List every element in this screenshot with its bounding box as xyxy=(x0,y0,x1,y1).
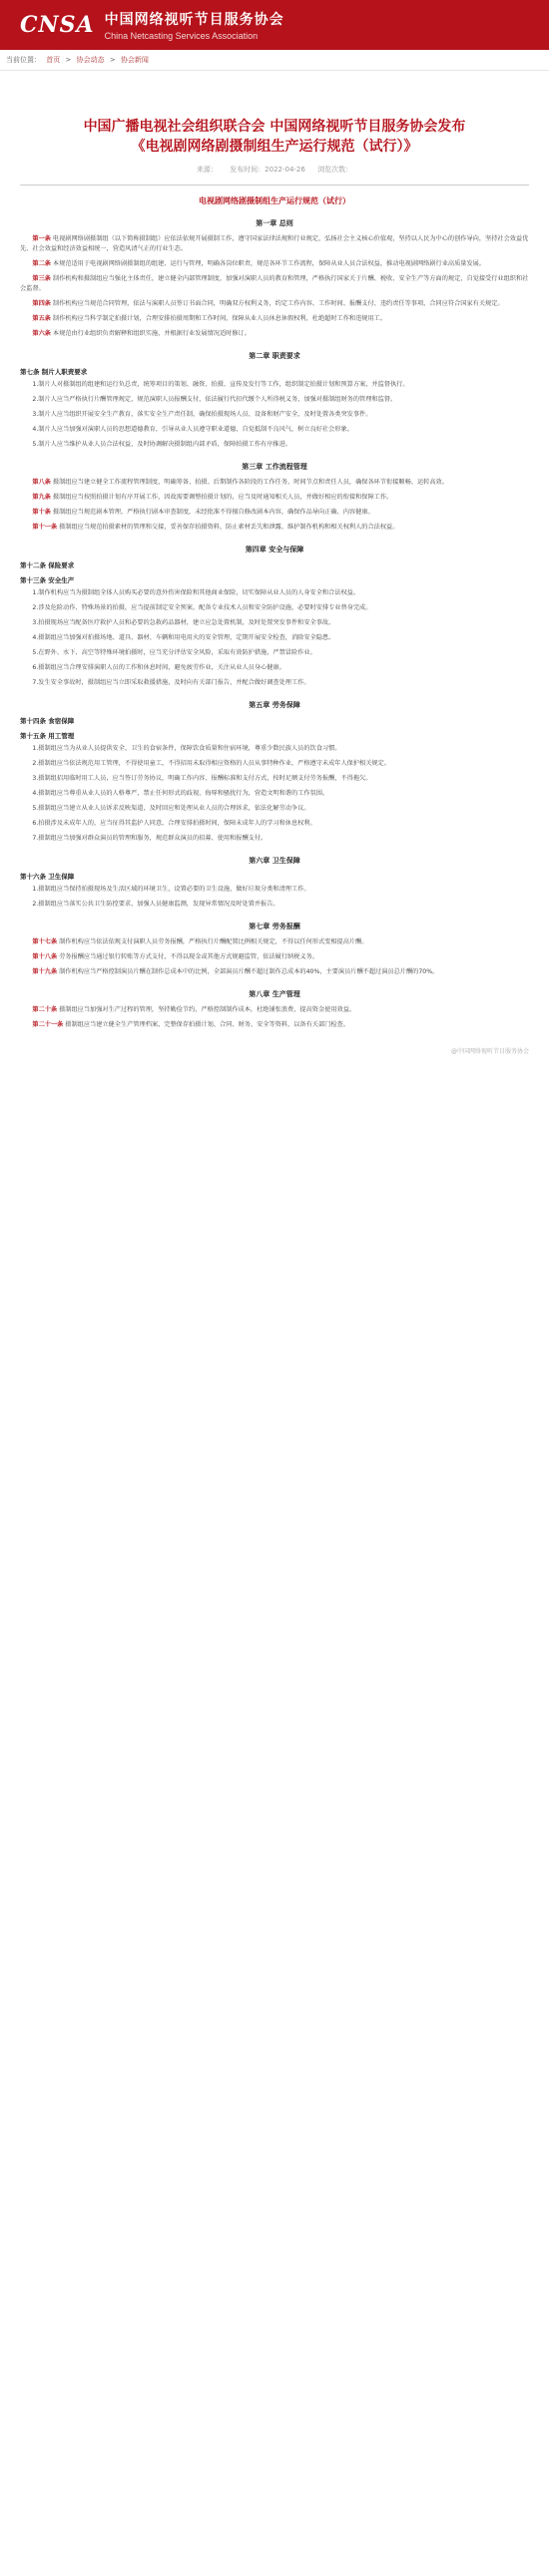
article-views: 浏览次数： xyxy=(317,166,353,174)
article-paragraph xyxy=(20,329,529,339)
article-paragraph xyxy=(20,744,529,754)
article-paragraph xyxy=(20,952,529,962)
article-paragraph-text: 摄制组应当规范剧本管理，严格执行剧本审查制度，未经批准不得擅自修改剧本内容，确保作品导向正确、内容健康。 xyxy=(52,509,374,516)
footer-watermark: @中国网络视听节目服务协会 xyxy=(450,1048,529,1055)
article-paragraph-text: 3.制片人应当组织开展安全生产教育，落实安全生产责任制，确保拍摄现场人员、设备和财产安全，及时处置各类突发事件。 xyxy=(32,411,372,418)
article-clause-number: 第五条 xyxy=(32,315,51,322)
article-paragraph-text: 5.在野外、水下、高空等特殊环境拍摄时，应当充分评估安全风险，采取有效防护措施，严禁冒险作业。 xyxy=(32,649,316,656)
chapter-heading: 第六章 卫生保障 xyxy=(249,857,300,865)
article-paragraph xyxy=(20,380,529,390)
article-paragraph xyxy=(20,1005,529,1015)
article-paragraph-text: 制作机构应当规范合同管理，依法与演职人员签订书面合同，明确双方权利义务，约定工作内容、工作时间、报酬支付、违约责任等事项，合同应符合国家有关规定。 xyxy=(52,300,504,307)
breadcrumb-home-link[interactable]: 首页 xyxy=(46,56,61,64)
article-paragraph xyxy=(20,663,529,673)
site-logo[interactable]: CNSA xyxy=(20,12,95,38)
article-body xyxy=(20,218,529,1030)
article-paragraph xyxy=(20,618,529,628)
article-paragraph-text: 本规范由行业组织负责解释和组织实施，并根据行业发展情况适时修订。 xyxy=(52,330,251,337)
breadcrumb-separator: > xyxy=(65,56,72,64)
article-paragraph-text: 4.制片人应当加强对演职人员的思想道德教育，引导从业人员遵守职业道德，自觉抵制不良风气，树立良好社会形象。 xyxy=(32,426,353,433)
article-paragraph xyxy=(20,834,529,844)
article-paragraph-text: 摄制组应当按照拍摄计划有序开展工作，因故需要调整拍摄计划的，应当及时通知相关人员，并做好相应的衔接和保障工作。 xyxy=(52,494,393,501)
chapter-heading: 第四章 安全与保障 xyxy=(245,546,304,553)
site-name-en: China Netcasting Services Association xyxy=(104,31,259,41)
article-paragraph xyxy=(20,819,529,829)
article-meta xyxy=(20,165,529,175)
article-paragraph-text: 5.摄制组应当建立从业人员诉求反映渠道，及时回应和处理从业人员的合理诉求，依法化解劳动争议。 xyxy=(32,805,310,812)
article-paragraph-text: 6.摄制组应当合理安排演职人员的工作和休息时间，避免疲劳作业，关注从业人员身心健康。 xyxy=(32,664,285,671)
article-paragraph xyxy=(20,493,529,503)
article-paragraph-text: 5.制片人应当维护从业人员合法权益，及时协调解决摄制组内部矛盾，保障拍摄工作有序推进。 xyxy=(32,441,291,448)
article-paragraph-text: 3.摄制组招用临时用工人员，应当签订劳务协议，明确工作内容、报酬标准和支付方式，按时足额支付劳务报酬，不得拖欠。 xyxy=(32,775,372,782)
article-paragraph-text: 3.拍摄现场应当配备医疗救护人员和必要的急救药品器材，建立应急处置机制，及时处置突发事件和安全事故。 xyxy=(32,619,335,626)
site-name-cn: 中国网络视听节目服务协会 xyxy=(104,12,284,28)
article-paragraph xyxy=(20,678,529,688)
article-paragraph-text: 制作机构应当依法依规支付演职人员劳务报酬，严格执行片酬配置比例相关规定，不得以任何形式变相提高片酬。 xyxy=(59,938,368,945)
article-clause-number: 第三条 xyxy=(32,275,51,282)
article-paragraph xyxy=(20,523,529,533)
article xyxy=(0,117,549,1055)
article-divider xyxy=(20,184,529,185)
article-paragraph xyxy=(20,425,529,435)
article-paragraph-text: 2.摄制组应当落实公共卫生防控要求，加强人员健康监测，发现异常情况及时处置并报告。 xyxy=(32,901,279,908)
article-paragraph xyxy=(20,759,529,769)
article-paragraph xyxy=(20,774,529,784)
article-clause-number: 第二十一条 xyxy=(32,1021,64,1028)
article-clause-number: 第十条 xyxy=(32,509,51,516)
article-clause-number: 第二十条 xyxy=(32,1006,58,1013)
article-clause-number: 第十七条 xyxy=(32,938,58,945)
article-paragraph xyxy=(20,395,529,405)
section-heading: 第十六条 卫生保障 xyxy=(20,873,75,881)
article-paragraph-text: 劳务报酬应当通过银行转账等方式支付，不得以现金或其他方式规避监管，依法履行纳税义务。 xyxy=(59,953,318,960)
article-paragraph-text: 4.摄制组应当尊重从业人员的人格尊严，禁止任何形式的歧视、侮辱和骚扰行为，营造文明和谐的工作氛围。 xyxy=(32,790,329,797)
article-paragraph xyxy=(20,648,529,658)
article-clause-number: 第十八条 xyxy=(32,953,58,960)
article-paragraph-text: 电视剧网络剧摄制组（以下简称摄制组）应依法依规开展摄制工作，遵守国家法律法规和行业规定，弘扬社会主义核心价值观，坚持以人民为中心的创作导向，坚持社会效益优先、社会效益和经济效益相统一，营造风清气正的行业生态。 xyxy=(20,235,529,252)
chapter-heading: 第七章 劳务报酬 xyxy=(249,922,300,930)
article-paragraph xyxy=(20,1020,529,1030)
article-paragraph xyxy=(20,259,529,269)
article-paragraph-text: 7.摄制组应当加强对群众演员的管理和服务，规范群众演员的招募、使用和报酬支付。 xyxy=(32,835,268,842)
section-heading: 第十四条 食宿保障 xyxy=(20,717,75,725)
site-banner xyxy=(0,0,549,50)
article-paragraph xyxy=(20,967,529,977)
article-paragraph-text: 摄制组应当加强对生产过程的管理，坚持勤俭节约，严格控制制作成本，杜绝铺张浪费，提高资金使用效益。 xyxy=(59,1006,356,1013)
article-paragraph-text: 本规范适用于电视剧网络剧摄制组的组建、运行与管理，明确各岗位职责，规范各环节工作流程，保障从业人员合法权益，推动电视剧网络剧行业高质量发展。 xyxy=(52,260,486,267)
article-paragraph-text: 6.拍摄涉及未成年人的，应当征得其监护人同意，合理安排拍摄时间，保障未成年人的学习和休息权利。 xyxy=(32,820,316,827)
article-paragraph xyxy=(20,314,529,324)
section-heading: 第十五条 用工管理 xyxy=(20,732,75,740)
section-heading: 第十二条 保险要求 xyxy=(20,561,75,569)
article-paragraph-text: 2.制片人应当严格执行片酬管理规定，规范演职人员报酬支付，依法履行代扣代缴个人所得税义务，加强对摄制组财务的管理和监督。 xyxy=(32,396,397,403)
breadcrumb xyxy=(0,50,549,71)
article-clause-number: 第八条 xyxy=(32,479,51,486)
article-title-line1: 中国广播电视社会组织联合会 中国网络视听节目服务协会发布 xyxy=(83,119,466,135)
article-paragraph xyxy=(20,410,529,420)
article-title xyxy=(20,117,529,157)
article-clause-number: 第一条 xyxy=(32,235,51,242)
article-title-line2: 《电视剧网络剧摄制组生产运行规范（试行）》 xyxy=(131,139,418,155)
article-paragraph xyxy=(20,274,529,294)
article-paragraph xyxy=(20,603,529,613)
breadcrumb-separator: > xyxy=(109,56,116,64)
chapter-heading: 第八章 生产管理 xyxy=(249,990,300,998)
article-paragraph xyxy=(20,440,529,450)
article-paragraph-text: 7.发生安全事故时，摄制组应当立即采取救援措施，及时向有关部门报告，并配合做好调查处理工作。 xyxy=(32,679,310,686)
article-clause-number: 第十九条 xyxy=(32,968,58,975)
chapter-heading: 第一章 总则 xyxy=(256,219,293,227)
article-paragraph-text: 1.摄制组应当为从业人员提供安全、卫生的食宿条件，保障饮食质量和住宿环境，尊重少数民族人员的饮食习惯。 xyxy=(32,745,341,752)
article-paragraph xyxy=(20,804,529,814)
article-paragraph-text: 2.摄制组应当依法规范用工管理，不得使用童工，不得招用未取得相应资格的人员从事特种作业，严格遵守未成年人保护相关规定。 xyxy=(32,760,390,767)
article-paragraph-text: 1.摄制组应当保持拍摄现场及生活区域的环境卫生，设置必要的卫生设施，做好垃圾分类和清理工作。 xyxy=(32,886,310,893)
article-clause-number: 第十一条 xyxy=(32,524,58,531)
article-paragraph xyxy=(20,299,529,309)
article-paragraph-text: 1.制片人对摄制组的组建和运行负总责，统筹项目的策划、融资、拍摄、宣传及发行等工作，组织制定拍摄计划和预算方案，并监督执行。 xyxy=(32,381,409,388)
article-paragraph xyxy=(20,885,529,895)
article-source: 来源： xyxy=(196,166,218,174)
article-paragraph-text: 制作机构和摄制组应当强化主体责任，建立健全内部管理制度，加强对演职人员的教育和管理，严格执行国家关于片酬、税收、安全生产等方面的规定，自觉接受行业组织和社会监督。 xyxy=(20,275,529,292)
article-paragraph-text: 4.摄制组应当加强对拍摄场地、道具、器材、车辆和用电用火的安全管理，定期开展安全检查，消除安全隐患。 xyxy=(32,634,335,641)
article-paragraph xyxy=(20,588,529,598)
section-heading: 第七条 制片人职责要求 xyxy=(20,368,88,376)
article-paragraph-text: 制作机构应当严格控制演员片酬在制作总成本中的比例，全部演员片酬不超过制作总成本的40%，主要演员片酬不超过演员总片酬的70%。 xyxy=(59,968,439,975)
article-paragraph-text: 摄制组应当建立健全工作流程管理制度，明确筹备、拍摄、后期制作各阶段的工作任务、时间节点和责任人员，确保各环节衔接顺畅、运转高效。 xyxy=(52,479,448,486)
article-clause-number: 第九条 xyxy=(32,494,51,501)
article-paragraph xyxy=(20,478,529,488)
section-heading: 第十三条 安全生产 xyxy=(20,576,75,584)
article-paragraph-text: 摄制组应当规范拍摄素材的管理和交接，妥善保存拍摄资料，防止素材丢失和泄露，维护制作机构和相关权利人的合法权益。 xyxy=(59,524,399,531)
article-publish-time: 发布时间：2022-04-26 xyxy=(230,166,305,174)
breadcrumb-label: 当前位置： xyxy=(6,56,41,64)
chapter-heading: 第三章 工作流程管理 xyxy=(242,463,307,471)
article-paragraph xyxy=(20,789,529,799)
article-paragraph xyxy=(20,633,529,643)
chapter-heading: 第五章 劳务保障 xyxy=(249,701,300,709)
article-paragraph xyxy=(20,937,529,947)
article-paragraph xyxy=(20,508,529,518)
document-title: 电视剧网络剧摄制组生产运行规范（试行） xyxy=(199,196,350,205)
article-clause-number: 第四条 xyxy=(32,300,51,307)
article-paragraph-text: 2.涉及危险动作、特殊场景的拍摄，应当提前制定安全预案，配备专业技术人员和安全防护设施，必要时安排专业替身完成。 xyxy=(32,604,372,611)
breadcrumb-dynamics-link[interactable]: 协会动态 xyxy=(76,56,105,64)
breadcrumb-news-link[interactable]: 协会新闻 xyxy=(120,56,149,64)
article-paragraph xyxy=(20,234,529,254)
article-clause-number: 第二条 xyxy=(32,260,51,267)
article-paragraph-text: 摄制组应当建立健全生产管理档案，完整保存拍摄计划、合同、财务、安全等资料，以备有关部门检查。 xyxy=(65,1021,349,1028)
article-paragraph-text: 1.制作机构应当为摄制组全体人员购买必要的意外伤害保险和其他商业保险，切实保障从业人员的人身安全和合法权益。 xyxy=(32,589,360,596)
article-paragraph xyxy=(20,900,529,910)
article-paragraph-text: 制作机构应当科学制定拍摄计划，合理安排拍摄周期和工作时间，保障从业人员休息休假权利，杜绝超时工作和违规用工。 xyxy=(52,315,387,322)
article-clause-number: 第六条 xyxy=(32,330,51,337)
site-org-name xyxy=(105,9,284,41)
chapter-heading: 第二章 职责要求 xyxy=(249,352,300,360)
